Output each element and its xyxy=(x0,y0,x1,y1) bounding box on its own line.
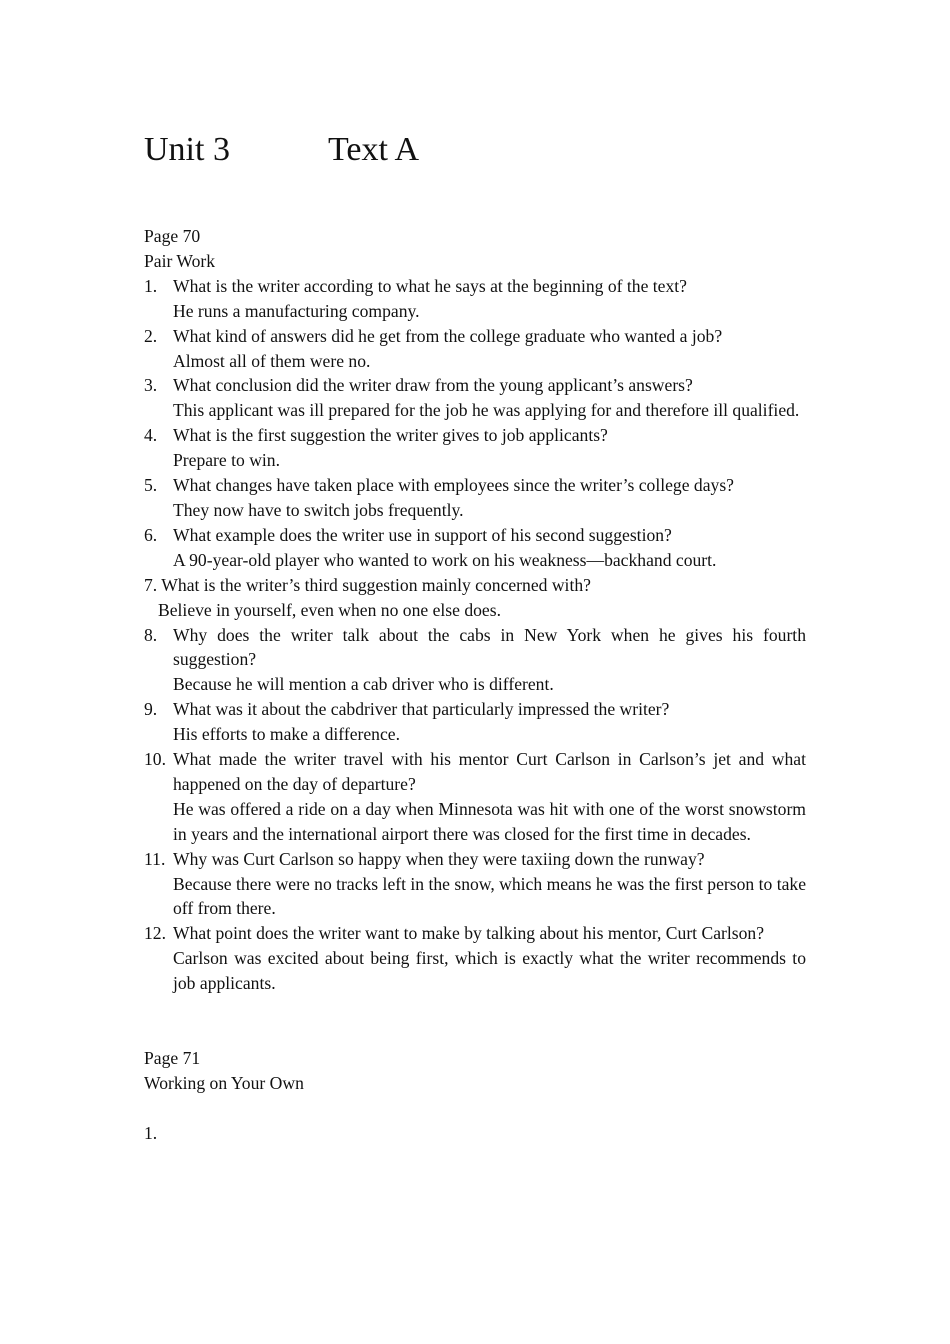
qa-item xyxy=(144,573,806,623)
qa-item xyxy=(144,623,806,698)
qa-item xyxy=(144,847,806,922)
item-number: 11. xyxy=(144,848,166,869)
qa-item xyxy=(144,921,806,996)
answer-text: He was offered a ride on a day when Minnesota was hit with one of the worst snowstorm in years and the international airport there was closed for the first time in decades. xyxy=(173,798,806,844)
answer-text: Believe in yourself, even when no one else does. xyxy=(158,599,501,620)
question-text: Why was Curt Carlson so happy when they were taxiing down the runway? xyxy=(173,848,705,869)
item-number: 9. xyxy=(144,699,158,720)
question-text xyxy=(144,573,806,598)
item-number: 7. xyxy=(144,574,158,595)
item-number: 10. xyxy=(144,749,166,770)
answer-text: A 90-year-old player who wanted to work on his weakness—backhand court. xyxy=(173,549,717,570)
qa-item xyxy=(144,324,806,374)
item-number: 4. xyxy=(144,425,158,446)
answer-text: Prepare to win. xyxy=(173,450,280,471)
item-number: 5. xyxy=(144,475,158,496)
answer-text: Because he will mention a cab driver who is different. xyxy=(173,674,554,695)
qa-item xyxy=(144,274,806,324)
answer-text: This applicant was ill prepared for the job he was applying for and therefore ill qualified. xyxy=(173,400,800,421)
answer-text: His efforts to make a difference. xyxy=(173,724,401,745)
qa-item xyxy=(144,473,806,523)
item-number: 1. xyxy=(144,275,158,296)
question-text: What kind of answers did he get from the college graduate who wanted a job? xyxy=(173,325,723,346)
answer-text: He runs a manufacturing company. xyxy=(173,300,420,321)
question-text: What is the writer according to what he says at the beginning of the text? xyxy=(173,275,687,296)
item-number: 1. xyxy=(144,1122,158,1143)
question-text: Why does the writer talk about the cabs in New York when he gives his fourth suggestion? xyxy=(173,624,806,670)
item-number: 2. xyxy=(144,325,158,346)
question-text: What made the writer travel with his mentor Curt Carlson in Carlson’s jet and what happened on the day of departure? xyxy=(173,749,806,794)
item-number: 6. xyxy=(144,524,158,545)
question-text: What example does the writer use in support of his second suggestion? xyxy=(173,524,672,545)
page-label: Page 70 xyxy=(144,226,201,246)
answer-text: They now have to switch jobs frequently. xyxy=(173,499,464,520)
item-number: 3. xyxy=(144,375,158,396)
item-number: 8. xyxy=(144,624,158,645)
unit-title: Unit 3 xyxy=(144,131,230,168)
question-text: What conclusion did the writer draw from the young applicant’s answers? xyxy=(173,375,693,396)
answer-text: Almost all of them were no. xyxy=(173,350,371,371)
answer-text: Carlson was excited about being first, which is exactly what the writer recommends to job applicants. xyxy=(173,948,806,994)
answer-text: Because there were no tracks left in the snow, which means he was the first person to take off from there. xyxy=(173,873,806,919)
qa-item xyxy=(144,373,806,423)
spacer xyxy=(144,996,806,1046)
qa-item xyxy=(144,523,806,573)
question-text: What is the first suggestion the writer gives to job applicants? xyxy=(173,425,608,446)
qa-item xyxy=(144,747,806,847)
page-label: Page 71 xyxy=(144,1048,201,1069)
text-title: Text A xyxy=(328,131,420,168)
item-number: 12. xyxy=(144,923,166,944)
document-body xyxy=(144,224,806,1146)
question-text: What was it about the cabdriver that particularly impressed the writer? xyxy=(173,699,670,720)
question-text-body: What is the writer’s third suggestion mainly concerned with? xyxy=(161,574,591,595)
section-heading: Working on Your Own xyxy=(144,1073,304,1093)
section-heading: Pair Work xyxy=(144,250,216,271)
page-title xyxy=(144,128,420,172)
qa-item xyxy=(144,697,806,747)
qa-item xyxy=(144,423,806,473)
question-text: What changes have taken place with employees since the writer’s college days? xyxy=(173,475,734,496)
spacer xyxy=(144,1096,806,1121)
question-text: What point does the writer want to make by talking about his mentor, Curt Carlson? xyxy=(173,923,765,944)
